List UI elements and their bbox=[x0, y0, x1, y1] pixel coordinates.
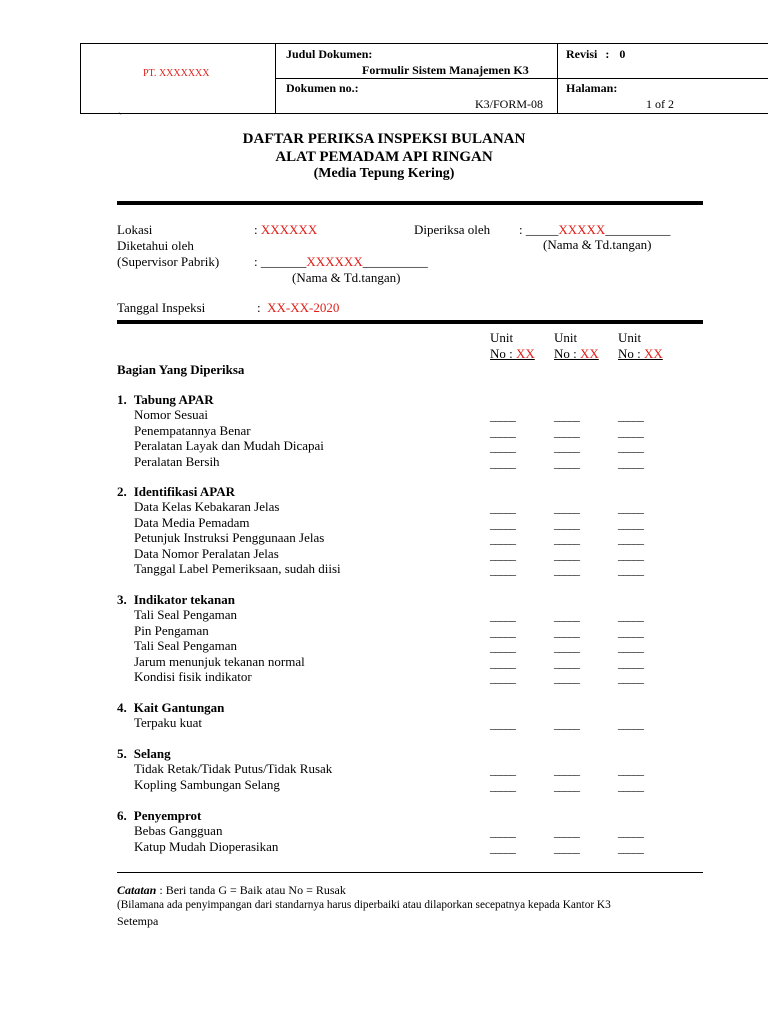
unit-1-check-blank[interactable]: _____ bbox=[490, 717, 515, 731]
unit-1-check-blank[interactable]: _____ bbox=[490, 409, 515, 423]
unit-no-value: XX bbox=[580, 346, 599, 361]
unit-1-check-blank[interactable]: _____ bbox=[490, 825, 515, 839]
supervisor-sep: : bbox=[254, 254, 258, 269]
section-title-text: Kait Gantungan bbox=[133, 700, 225, 715]
diperiksa-value: XXXXX bbox=[558, 222, 606, 237]
document-header-table bbox=[80, 43, 768, 114]
unit-2-check-blank[interactable]: _____ bbox=[554, 825, 579, 839]
company-name bbox=[143, 68, 210, 79]
unit-3-check-blank[interactable]: _____ bbox=[618, 409, 643, 423]
doc-title-label: Judul Dokumen: bbox=[286, 47, 373, 61]
unit-3-check-blank[interactable]: _____ bbox=[618, 624, 643, 639]
title-line-2: ALAT PEMADAM API RINGAN bbox=[275, 149, 493, 165]
unit-2-check-blank[interactable]: _____ bbox=[554, 547, 579, 562]
supervisor-value: XXXXXX bbox=[306, 254, 363, 269]
title-line-1: DAFTAR PERIKSA INSPEKSI BULANAN bbox=[242, 131, 526, 147]
unit-3-check-blank[interactable]: _____ bbox=[618, 640, 643, 654]
unit-3-check-blank[interactable]: _____ bbox=[618, 532, 643, 546]
checklist-item-label: Terpaku kuat bbox=[134, 715, 203, 730]
section-title-text: Penyemprot bbox=[133, 808, 202, 823]
tanggal-value: XX-XX-2020 bbox=[267, 300, 340, 315]
unit-3-check-blank[interactable]: _____ bbox=[618, 840, 643, 855]
tanggal-sep: : bbox=[257, 300, 261, 315]
unit-label: Unit bbox=[618, 330, 642, 345]
section-number: 6. bbox=[117, 808, 127, 823]
unit-1-check-blank[interactable]: _____ bbox=[490, 778, 515, 793]
page-label: Halaman: bbox=[566, 81, 618, 95]
section-title-text: Indikator tekanan bbox=[133, 592, 236, 607]
tick-mark: ` bbox=[118, 110, 122, 124]
unit-no-value: XX bbox=[644, 346, 663, 361]
notes-line-1 bbox=[117, 883, 346, 898]
supervisor-label: (Supervisor Pabrik) bbox=[117, 254, 220, 269]
checklist-item-label: Data Kelas Kebakaran Jelas bbox=[134, 499, 280, 514]
diperiksa-note: (Nama & Td.tangan) bbox=[543, 237, 652, 252]
revision-sep: : bbox=[605, 47, 610, 61]
unit-1-check-blank[interactable]: _____ bbox=[490, 547, 515, 562]
supervisor-field bbox=[254, 254, 428, 270]
diperiksa-blank-post: __________ bbox=[605, 222, 671, 237]
section-number: 1. bbox=[117, 392, 127, 407]
diketahui-label: Diketahui oleh bbox=[117, 238, 194, 253]
checklist-item-label: Kopling Sambungan Selang bbox=[134, 776, 280, 792]
section-title bbox=[117, 746, 171, 762]
tanggal-field bbox=[257, 300, 339, 316]
unit-1-check-blank[interactable]: _____ bbox=[490, 516, 515, 531]
lokasi-field bbox=[254, 222, 317, 238]
checklist-item-label: Peralatan Bersih bbox=[134, 453, 220, 469]
unit-2-check-blank[interactable]: _____ bbox=[554, 455, 579, 470]
unit-header-1 bbox=[490, 330, 535, 362]
diperiksa-blank-pre: _____ bbox=[525, 222, 559, 237]
unit-2-check-blank[interactable]: _____ bbox=[554, 440, 579, 454]
unit-3-check-blank[interactable]: _____ bbox=[618, 547, 643, 562]
revision-label-text: Revisi bbox=[566, 47, 598, 61]
unit-3-check-blank[interactable]: _____ bbox=[618, 455, 643, 470]
unit-3-check-blank[interactable]: _____ bbox=[618, 655, 643, 670]
section-number: 5. bbox=[117, 746, 127, 761]
section-number: 2. bbox=[117, 484, 127, 499]
unit-2-check-blank[interactable]: _____ bbox=[554, 563, 579, 577]
unit-1-check-blank[interactable]: _____ bbox=[490, 563, 515, 577]
company-prefix: PT. bbox=[143, 68, 159, 79]
checklist-item-label: Bebas Gangguan bbox=[134, 823, 223, 838]
checklist-item-label: Tali Seal Pengaman bbox=[134, 607, 238, 622]
notes-divider bbox=[117, 872, 703, 873]
unit-header-3 bbox=[618, 330, 663, 362]
section-number: 3. bbox=[117, 592, 127, 607]
unit-2-check-blank[interactable]: _____ bbox=[554, 501, 579, 515]
unit-2-check-blank[interactable]: _____ bbox=[554, 655, 579, 670]
section-heading: Bagian Yang Diperiksa bbox=[117, 362, 245, 377]
unit-no-label: No : bbox=[618, 346, 644, 361]
unit-1-check-blank[interactable]: _____ bbox=[490, 624, 515, 639]
page-value: 1 of 2 bbox=[646, 97, 674, 111]
unit-1-check-blank[interactable]: _____ bbox=[490, 501, 515, 515]
unit-1-check-blank[interactable]: _____ bbox=[490, 609, 515, 623]
unit-no bbox=[618, 346, 663, 362]
unit-3-check-blank[interactable]: _____ bbox=[618, 424, 643, 439]
section-title-text: Identifikasi APAR bbox=[133, 484, 235, 499]
unit-label: Unit bbox=[490, 330, 514, 345]
checklist-item-label: Penempatannya Benar bbox=[134, 422, 251, 438]
unit-2-check-blank[interactable]: _____ bbox=[554, 424, 579, 439]
doc-no: K3/FORM-08 bbox=[475, 97, 544, 111]
unit-1-check-blank[interactable]: _____ bbox=[490, 455, 515, 470]
unit-2-check-blank[interactable]: _____ bbox=[554, 516, 579, 531]
unit-2-check-blank[interactable]: _____ bbox=[554, 624, 579, 639]
notes-label: Catatan bbox=[117, 883, 157, 897]
checklist-item-label: Pin Pengaman bbox=[134, 622, 209, 638]
lokasi-label: Lokasi bbox=[117, 222, 153, 237]
section-title bbox=[117, 392, 214, 408]
section-title bbox=[117, 592, 235, 608]
checklist-item-label: Nomor Sesuai bbox=[134, 407, 209, 422]
unit-2-check-blank[interactable]: _____ bbox=[554, 778, 579, 793]
tanggal-label: Tanggal Inspeksi bbox=[117, 300, 206, 315]
info-divider bbox=[117, 320, 703, 324]
unit-1-check-blank[interactable]: _____ bbox=[490, 440, 515, 454]
unit-3-check-blank[interactable]: _____ bbox=[618, 763, 643, 777]
unit-2-check-blank[interactable]: _____ bbox=[554, 671, 579, 685]
doc-no-label: Dokumen no.: bbox=[286, 81, 359, 95]
unit-1-check-blank[interactable]: _____ bbox=[490, 424, 515, 439]
checklist-item-label: Data Nomor Peralatan Jelas bbox=[134, 545, 279, 561]
revision-value: 0 bbox=[619, 47, 626, 61]
section-title-text: Selang bbox=[133, 746, 171, 761]
unit-2-check-blank[interactable]: _____ bbox=[554, 609, 579, 623]
diperiksa-field bbox=[519, 222, 670, 238]
supervisor-note: (Nama & Td.tangan) bbox=[292, 270, 401, 285]
supervisor-blank-post: __________ bbox=[362, 254, 428, 269]
unit-1-check-blank[interactable]: _____ bbox=[490, 532, 515, 546]
unit-header-2 bbox=[554, 330, 599, 362]
lokasi-value: XXXXXX bbox=[260, 222, 318, 237]
unit-2-check-blank[interactable]: _____ bbox=[554, 763, 579, 777]
checklist-item-label: Peralatan Layak dan Mudah Dicapai bbox=[134, 438, 324, 453]
company-name-value: XXXXXXX bbox=[158, 68, 210, 79]
unit-no bbox=[490, 346, 535, 362]
unit-3-check-blank[interactable]: _____ bbox=[618, 563, 643, 577]
diperiksa-label: Diperiksa oleh bbox=[414, 222, 491, 237]
unit-3-check-blank[interactable]: _____ bbox=[618, 778, 643, 793]
unit-3-check-blank[interactable]: _____ bbox=[618, 671, 643, 685]
supervisor-blank-pre: _______ bbox=[260, 254, 307, 269]
unit-2-check-blank[interactable]: _____ bbox=[554, 532, 579, 546]
unit-no bbox=[554, 346, 599, 362]
checklist-item-label: Data Media Pemadam bbox=[134, 514, 250, 530]
section-title bbox=[117, 808, 201, 824]
checklist-item-label: Katup Mudah Dioperasikan bbox=[134, 838, 279, 854]
section-title bbox=[117, 700, 224, 716]
unit-3-check-blank[interactable]: _____ bbox=[618, 516, 643, 531]
section-title bbox=[117, 484, 235, 500]
title-divider bbox=[117, 201, 703, 205]
unit-2-check-blank[interactable]: _____ bbox=[554, 640, 579, 654]
unit-3-check-blank[interactable]: _____ bbox=[618, 501, 643, 515]
checklist-item-label: Tidak Retak/Tidak Putus/Tidak Rusak bbox=[134, 761, 333, 776]
unit-3-check-blank[interactable]: _____ bbox=[618, 825, 643, 839]
title-line-3: (Media Tepung Kering) bbox=[313, 166, 455, 181]
checklist-item-label: Kondisi fisik indikator bbox=[134, 669, 252, 684]
section-title-text: Tabung APAR bbox=[133, 392, 214, 407]
checklist-item-label: Petunjuk Instruksi Penggunaan Jelas bbox=[134, 530, 325, 545]
notes-line-2: (Bilamana ada penyimpangan dari standarnya harus diperbaiki atau dilaporkan secepatnya kepada Kantor K3 bbox=[117, 899, 611, 911]
unit-3-check-blank[interactable]: _____ bbox=[618, 609, 643, 623]
unit-no-label: No : bbox=[490, 346, 516, 361]
section-number: 4. bbox=[117, 700, 127, 715]
checklist-item-label: Jarum menunjuk tekanan normal bbox=[134, 653, 305, 669]
diperiksa-sep: : bbox=[519, 222, 523, 237]
checklist-item-label: Tanggal Label Pemeriksaan, sudah diisi bbox=[134, 561, 341, 576]
unit-1-check-blank[interactable]: _____ bbox=[490, 655, 515, 670]
unit-3-check-blank[interactable]: _____ bbox=[618, 717, 643, 731]
checklist-item-label: Tali Seal Pengaman bbox=[134, 638, 238, 653]
notes-text: : Beri tanda G = Baik atau No = Rusak bbox=[156, 883, 346, 897]
doc-title: Formulir Sistem Manajemen K3 bbox=[362, 63, 529, 77]
unit-no-label: No : bbox=[554, 346, 580, 361]
unit-no-value: XX bbox=[516, 346, 535, 361]
unit-1-check-blank[interactable]: _____ bbox=[490, 840, 515, 855]
unit-1-check-blank[interactable]: _____ bbox=[490, 763, 515, 777]
unit-3-check-blank[interactable]: _____ bbox=[618, 440, 643, 454]
unit-1-check-blank[interactable]: _____ bbox=[490, 671, 515, 685]
unit-label: Unit bbox=[554, 330, 578, 345]
unit-2-check-blank[interactable]: _____ bbox=[554, 840, 579, 855]
notes-line-3: Setempa bbox=[117, 914, 159, 928]
unit-2-check-blank[interactable]: _____ bbox=[554, 717, 579, 731]
lokasi-sep: : bbox=[254, 222, 258, 237]
unit-2-check-blank[interactable]: _____ bbox=[554, 409, 579, 423]
revision-label bbox=[566, 47, 625, 62]
unit-1-check-blank[interactable]: _____ bbox=[490, 640, 515, 654]
